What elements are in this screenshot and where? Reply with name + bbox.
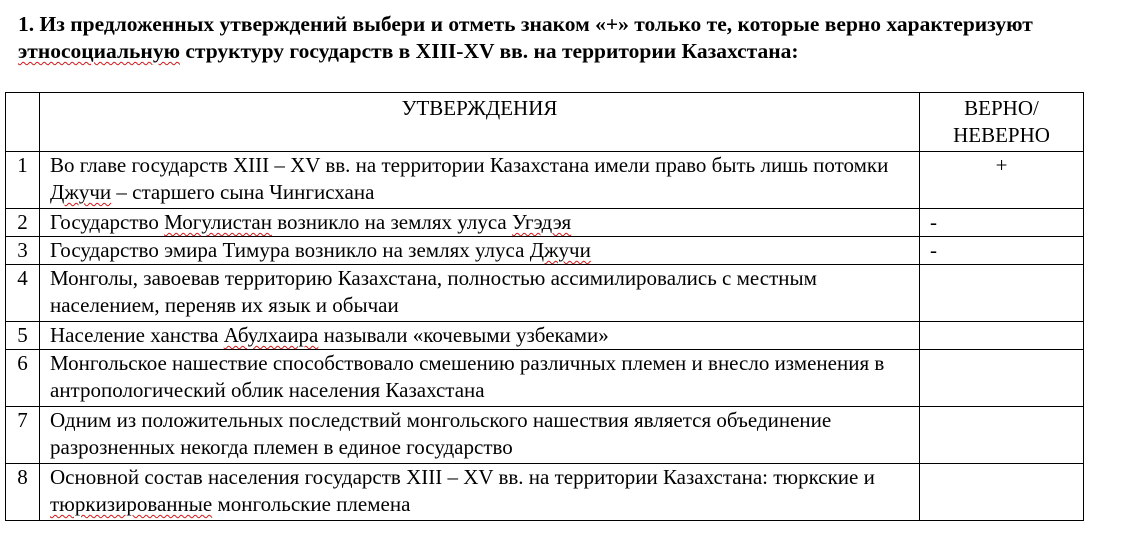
- row-statement-cell: [40, 209, 920, 237]
- statement-text: Население ханства: [50, 323, 224, 347]
- question-part-2: структуру государств в XIII-XV вв. на территории Казахстана:: [180, 39, 799, 63]
- row-number-cell: 6: [6, 350, 40, 407]
- row-mark-cell: -: [920, 209, 1084, 237]
- row-statement-cell: [40, 407, 920, 464]
- table-row: [6, 350, 1084, 407]
- row-mark-cell: [920, 407, 1084, 464]
- question-part-1: 1. Из предложенных утверждений выбери и отметь знаком «+» только те, которые верно характеризуют: [18, 12, 1033, 36]
- question-underlined-word: этносоциальную: [18, 39, 180, 63]
- statement-text: Основной состав населения государств XIII – XV вв. на территории Казахстана: тюркские и: [50, 465, 875, 489]
- statement-underlined-word: Могулистан: [164, 210, 272, 234]
- statement-text: Одним из положительных последствий монгольского нашествия является объединение разрозненных некогда племен в единое государство: [50, 408, 832, 459]
- row-number-cell: 2: [6, 209, 40, 237]
- statement-underlined-word: Джучи: [50, 180, 112, 204]
- header-mark-line-2: НЕВЕРНО: [953, 123, 1050, 147]
- row-number-cell: 5: [6, 322, 40, 350]
- row-number-cell: 3: [6, 237, 40, 265]
- statement-underlined-word: Джучи: [529, 238, 591, 262]
- header-number-cell: [6, 93, 40, 152]
- header-mark-cell: [920, 93, 1084, 152]
- statement-text: возникло на землях улуса: [271, 210, 512, 234]
- statement-text: монгольские племена: [212, 492, 411, 516]
- table-row: [6, 265, 1084, 322]
- table-row: [6, 464, 1084, 521]
- header-mark-line-1: ВЕРНО/: [964, 96, 1039, 120]
- table-row: [6, 407, 1084, 464]
- row-mark-cell: [920, 265, 1084, 322]
- row-statement-cell: [40, 322, 920, 350]
- statement-text: Монгольское нашествие способствовало смешению различных племен и внесло изменения в антропологический облик населения Казахстана: [50, 351, 885, 402]
- row-number-cell: 7: [6, 407, 40, 464]
- statement-text: Во главе государств XIII – XV вв. на территории Казахстана имели право быть лишь потомки: [50, 153, 889, 177]
- row-mark-cell: [920, 350, 1084, 407]
- statement-text: называли «кочевыми узбеками»: [318, 323, 609, 347]
- row-number-cell: 1: [6, 152, 40, 209]
- row-statement-cell: [40, 237, 920, 265]
- row-number-cell: 8: [6, 464, 40, 521]
- statement-text: Государство: [50, 210, 165, 234]
- table-header-row: [6, 93, 1084, 152]
- row-statement-cell: [40, 464, 920, 521]
- row-statement-cell: [40, 350, 920, 407]
- statements-table: [5, 92, 1084, 521]
- statement-text: Государство эмира Тимура возникло на землях улуса: [50, 238, 530, 262]
- question-text: [18, 11, 1108, 65]
- row-number-cell: 4: [6, 265, 40, 322]
- statement-underlined-word: Угэдэя: [512, 210, 572, 234]
- row-mark-cell: [920, 464, 1084, 521]
- statement-underlined-word: Абулхаира: [223, 323, 319, 347]
- row-mark-cell: [920, 322, 1084, 350]
- table-row: [6, 152, 1084, 209]
- statement-text: – старшего сына Чингисхана: [111, 180, 375, 204]
- statement-text: Монголы, завоевав территорию Казахстана, полностью ассимилировались с местным населением, переняв их язык и обычаи: [50, 266, 817, 317]
- row-statement-cell: [40, 152, 920, 209]
- table-row: [6, 322, 1084, 350]
- header-statements-cell: УТВЕРЖДЕНИЯ: [40, 93, 920, 152]
- table-row: [6, 209, 1084, 237]
- statement-underlined-word: тюркизированные: [50, 492, 213, 516]
- table-row: [6, 237, 1084, 265]
- row-mark-cell: +: [920, 152, 1084, 209]
- row-mark-cell: -: [920, 237, 1084, 265]
- row-statement-cell: [40, 265, 920, 322]
